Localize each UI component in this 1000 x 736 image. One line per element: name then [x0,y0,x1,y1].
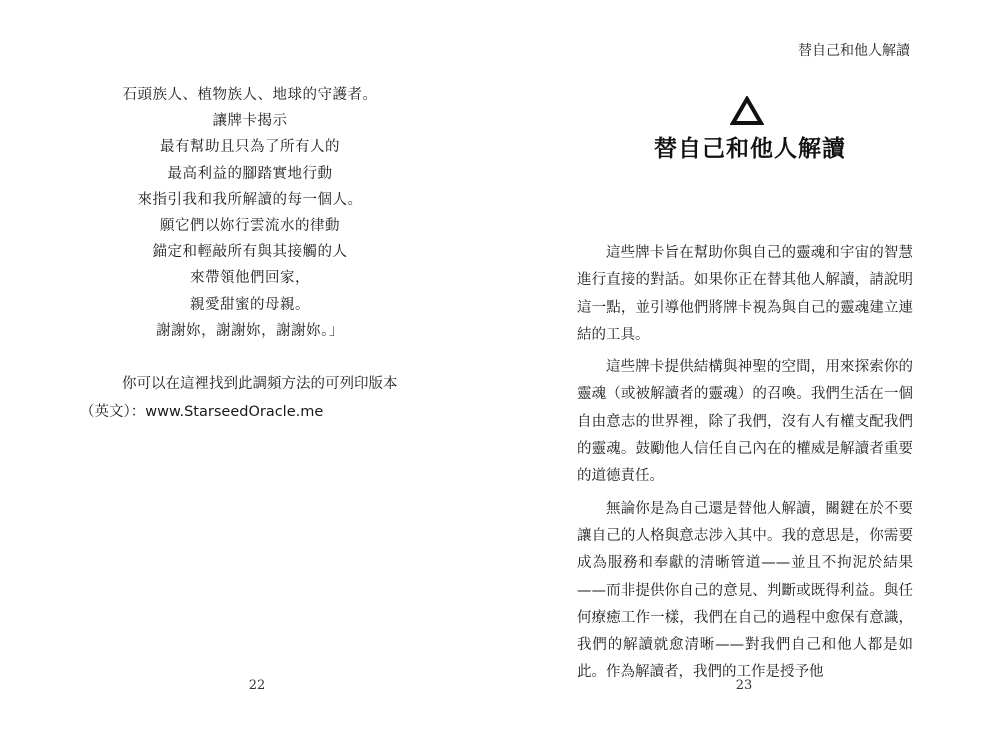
body-text [577,240,913,692]
verse-line: 親愛甜蜜的母親。 [190,296,310,313]
verse-line: 錨定和輕敲所有與其接觸的人 [152,244,348,261]
verse-line: 願它們以妳行雲流水的律動 [160,217,340,234]
verse-line: 最有幫助且只為了所有人的 [160,139,340,156]
verse-line: 來帶領他們回家， [190,270,310,287]
verse-line: 讓牌卡揭示 [212,113,288,130]
note-line: 你可以在這裡找到此調頻方法的可列印版本 [122,376,398,392]
triangle-outline-icon [730,96,764,126]
printable-version-note [80,370,440,426]
verse-line: 最高利益的腳踏實地行動 [167,165,333,182]
verse-line: 石頭族人、植物族人、地球的守護者。 [122,87,378,103]
verse-line: 謝謝妳，謝謝妳，謝謝妳。」 [156,322,344,339]
page-number: 22 [248,678,266,693]
verse-line: 來指引我和我所解讀的每一個人。 [137,191,363,208]
paragraph: 這些牌卡提供結構與神聖的空間，用來探索你的靈魂（或被解讀者的靈魂）的召喚。我們生活在一個自由意志的世界裡，除了我們，沒有人有權支配我們的靈魂。鼓勵他人信任自己內在的權威是解讀者重要的道德責任。 [577,359,913,485]
note-link-line[interactable]: （英文）：www.StarseedOracle.me [80,404,324,420]
paragraph: 這些牌卡旨在幫助你與自己的靈魂和宇宙的智慧進行直接的對話。如果你正在替其他人解讀，請說明這一點，並引導他們將牌卡視為與自己的靈魂建立連結的工具。 [577,245,913,343]
chapter-title: 替自己和他人解讀 [654,136,846,162]
paragraph: 無論你是為自己還是替他人解讀，關鍵在於不要讓自己的人格與意志涉入其中。我的意思是，你需要成為服務和奉獻的清晰管道——並且不拘泥於結果——而非提供你自己的意見、判斷或既得利益。與任何療癒工作一樣，我們在自己的過程中愈保有意識，我們的解讀就愈清晰——對我們自己和他人都是如此。作為解讀者，我們的工作是授予他 [577,500,913,681]
running-head: 替自己和他人解讀 [798,43,910,59]
invocation-verse [0,82,500,344]
right-page [500,0,1000,736]
page-number: 23 [735,678,753,693]
